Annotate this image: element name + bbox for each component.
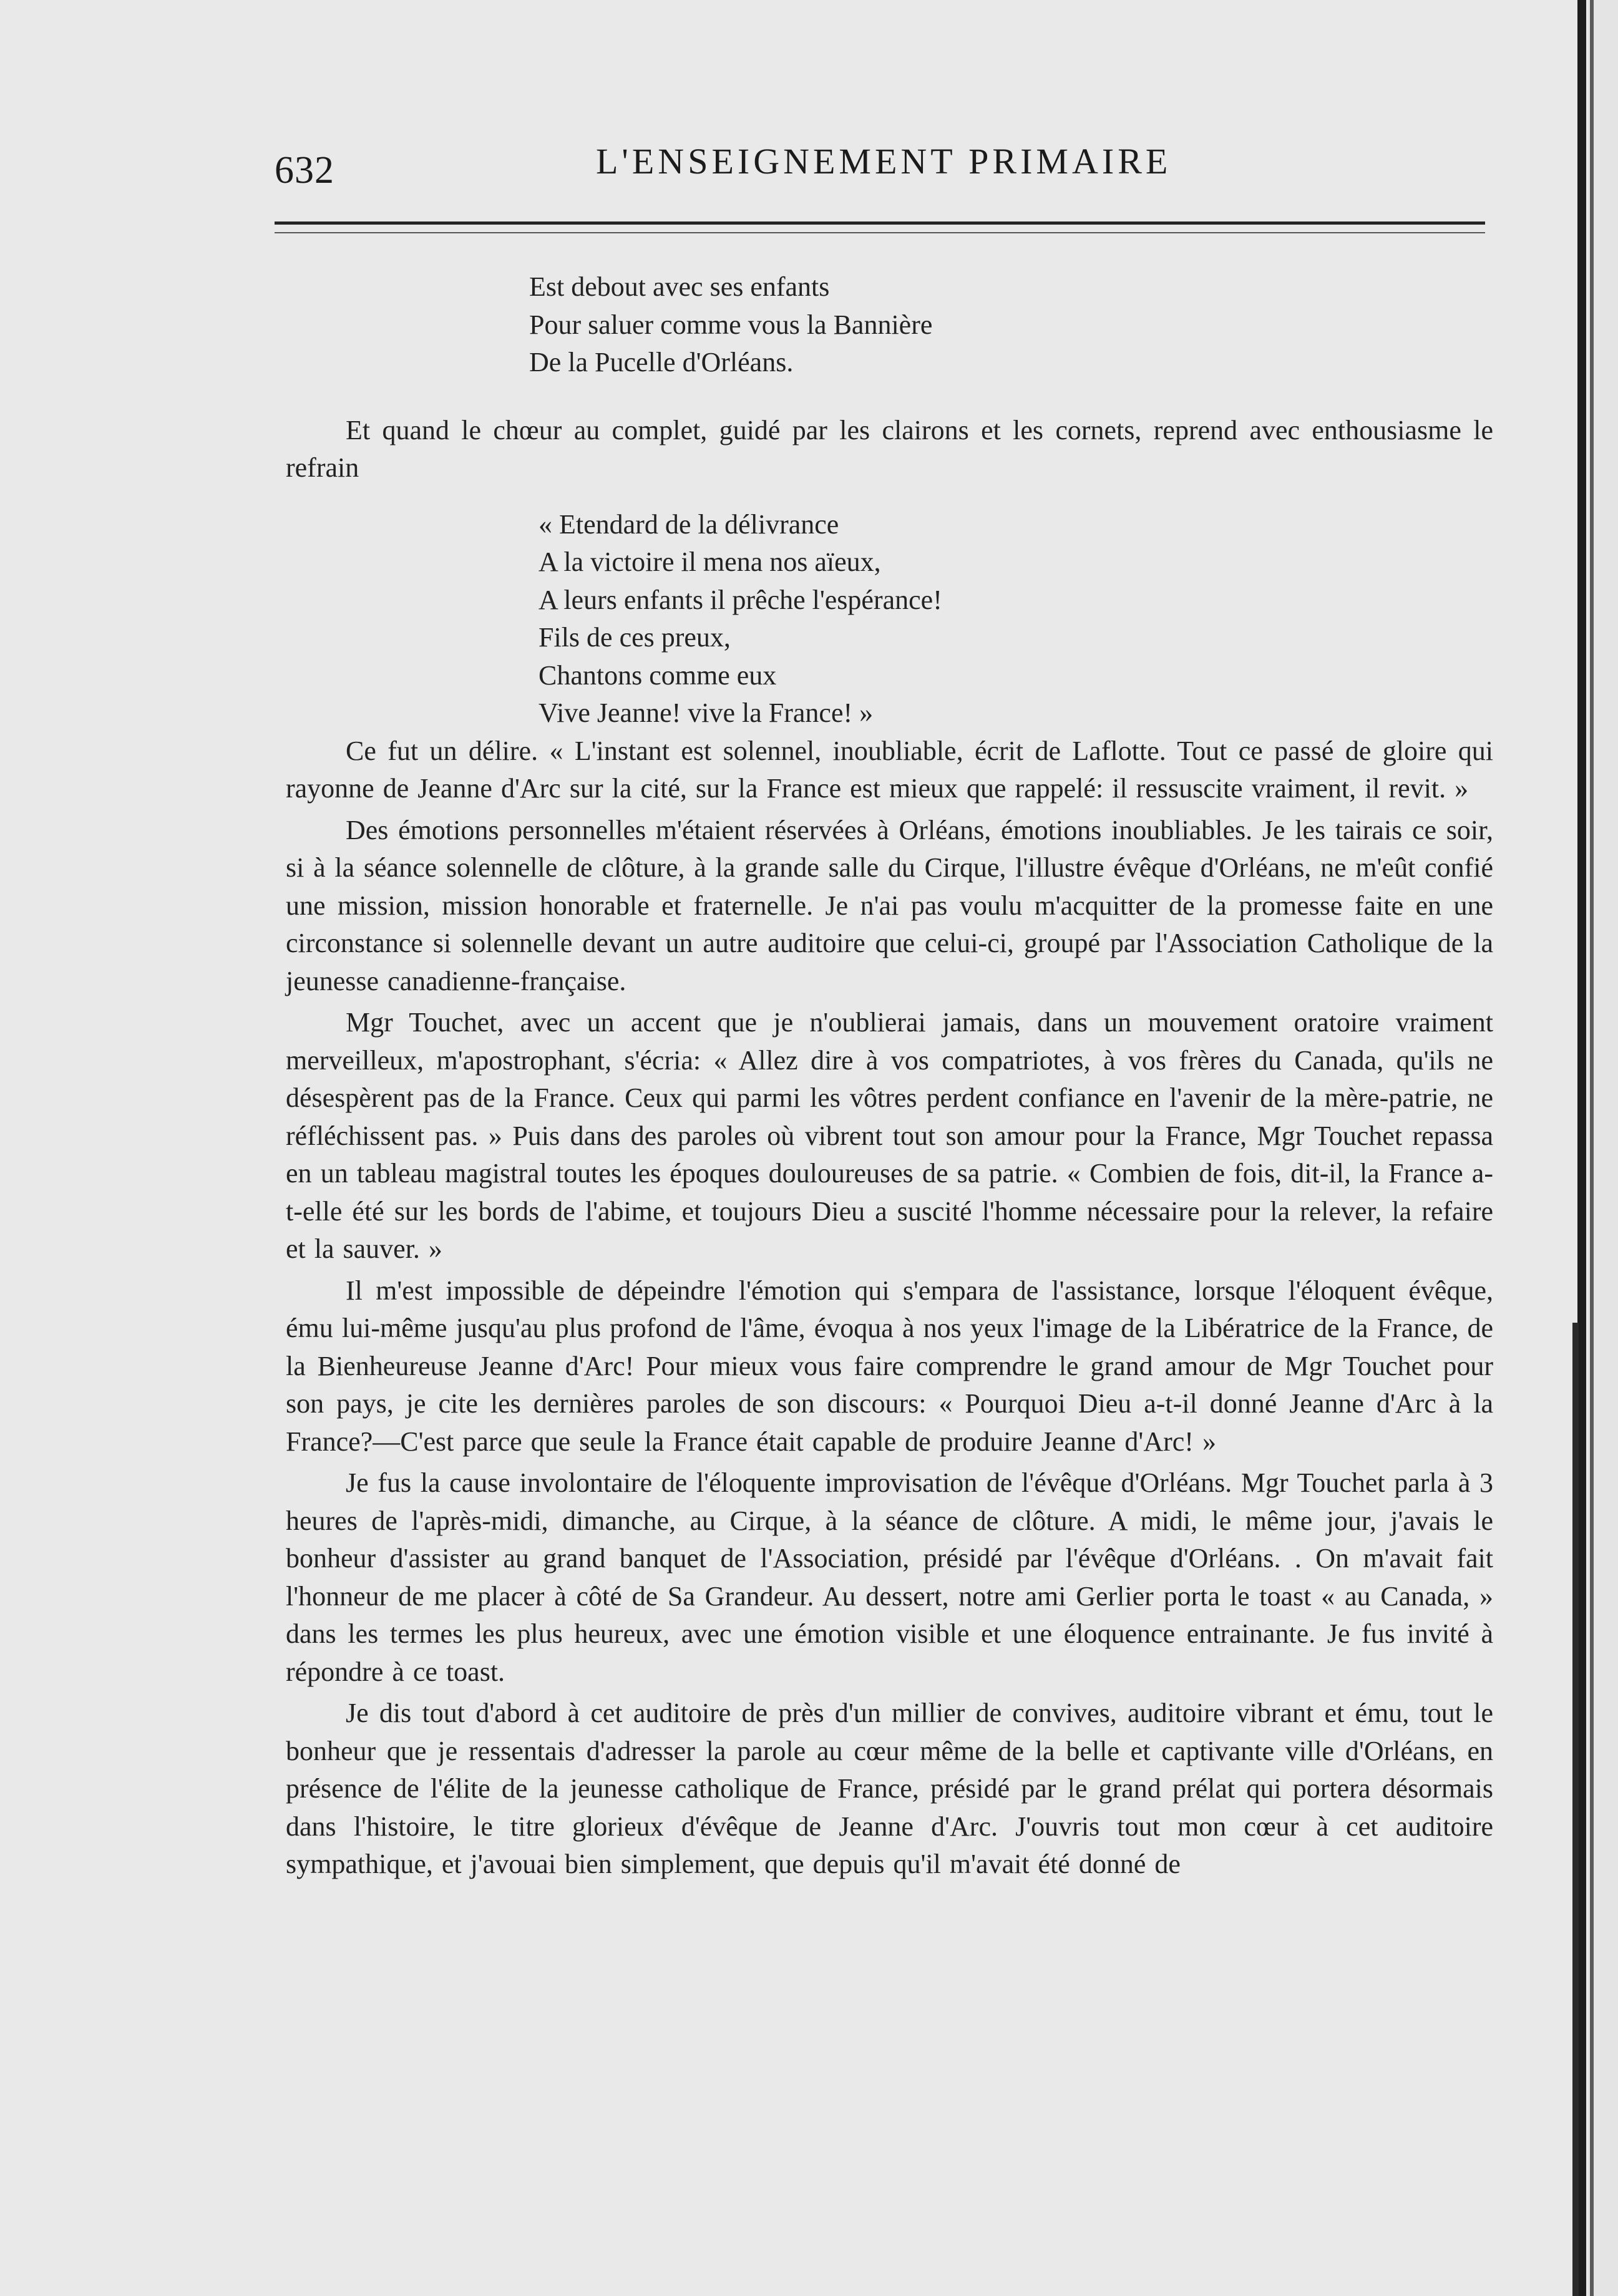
binding-edge <box>1577 0 1586 2296</box>
refrain-line: « Etendard de la délivrance <box>539 508 839 540</box>
running-title: L'ENSEIGNEMENT PRIMAIRE <box>596 141 1172 182</box>
paragraph: Ce fut un délire. « L'instant est solennel, inoubliable, écrit de Laflotte. Tout ce passé de gloire qui rayonne de Jeanne d'Arc sur la cité, sur la France est mieux que rappelé: il ressuscite vraiment, il revit. » <box>286 735 1493 804</box>
paragraph: Mgr Touchet, avec un accent que je n'oublierai jamais, dans un mouvement oratoire vraiment merveilleux, m'apostrophant, s'écria: « Allez dire à vos compatriotes, à vos frères du Canada, qu'ils ne désespèrent pas de la France. Ceux qui parmi les vôtres perdent confiance en l'avenir de la mère-patrie, ne réfléchissent pas. » Puis dans des paroles où vibrent tout son amour pour la France, Mgr Touchet repassa en un tableau magistral toutes les époques douloureuses de sa patrie. « Combien de fois, dit-il, la France a-t-elle été sur les bords de l'abime, et toujours Dieu a suscité l'homme nécessaire pour la relever, la refaire et la sauver. » <box>286 1007 1493 1264</box>
opening-verse <box>529 268 1493 382</box>
paragraph: Je fus la cause involontaire de l'éloquente improvisation de l'évêque d'Orléans. Mgr Touchet parla à 3 heures de l'après-midi, dimanche, au Cirque, à la séance de clôture. A midi, le même jour, j'avais le bonheur d'assister au grand banquet de l'Association, présidé par l'évêque d'Orléans. . On m'avait fait l'honneur de me placer à côté de Sa Grandeur. Au dessert, notre ami Gerlier porta le toast « au Canada, » dans les termes les plus heureux, avec une émotion visible et une éloquence entrainante. Je fus invité à répondre à ce toast. <box>286 1467 1493 1687</box>
refrain-line: Vive Jeanne! vive la France! » <box>539 698 874 728</box>
paragraph: Il m'est impossible de dépeindre l'émotion qui s'empara de l'assistance, lorsque l'éloquent évêque, ému lui-même jusqu'au plus profond de l'âme, évoqua à nos yeux l'image de la Libératrice de la France, de la Bienheureuse Jeanne d'Arc! Pour mieux vous faire comprendre le grand amour de Mgr Touchet pour son pays, je cite les dernières paroles de son discours: « Pourquoi Dieu a-t-il donné Jeanne d'Arc à la France?—C'est parce que seule la France était capable de produire Jeanne d'Arc! » <box>286 1275 1493 1457</box>
refrain-line: Chantons comme eux <box>539 659 777 691</box>
verse-line: Est debout avec ses enfants <box>529 271 830 302</box>
verse-line: De la Pucelle d'Orléans. <box>529 347 794 377</box>
paragraph: Et quand le chœur au complet, guidé par les clairons et les cornets, reprend avec enthousiasme le refrain <box>286 414 1493 483</box>
refrain-line: A la victoire il mena nos aïeux, <box>539 547 881 577</box>
refrain-line: Fils de ces preux, <box>539 622 731 653</box>
refrain-line: A leurs enfants il prêche l'espérance! <box>539 584 942 615</box>
refrain-verse <box>539 506 1493 732</box>
verse-line: Pour saluer comme vous la Bannière <box>529 309 933 340</box>
header-rule-thin <box>275 232 1485 233</box>
page-body <box>286 268 1493 1884</box>
paragraph: Je dis tout d'abord à cet auditoire de près d'un millier de convives, auditoire vibrant et ému, tout le bonheur que je ressentais d'adresser la parole au cœur même de la belle et captivante ville d'Orléans, en présence de l'élite de la jeunesse catholique de France, présidé par le grand prélat qui portera désormais dans l'histoire, le titre glorieux d'évêque de Jeanne d'Arc. J'ouvris tout mon cœur à cet auditoire sympathique, et j'avouai bien simplement, que depuis qu'il m'avait été donné de <box>286 1698 1493 1879</box>
paragraph: Des émotions personnelles m'étaient réservées à Orléans, émotions inoubliables. Je les tairais ce soir, si à la séance solennelle de clôture, à la grande salle du Cirque, l'illustre évêque d'Orléans, ne m'eût confié une mission, mission honorable et fraternelle. Je n'ai pas voulu m'acquitter de la promesse faite en une circonstance si solennelle devant un autre auditoire que celui-ci, groupé par l'Association Catholique de la jeunesse canadienne-française. <box>286 814 1493 996</box>
header-rule <box>275 221 1485 225</box>
binding-edge-shadow <box>1572 1323 1579 2296</box>
page-number: 632 <box>275 149 334 192</box>
binding-edge-outer <box>1590 0 1594 2296</box>
